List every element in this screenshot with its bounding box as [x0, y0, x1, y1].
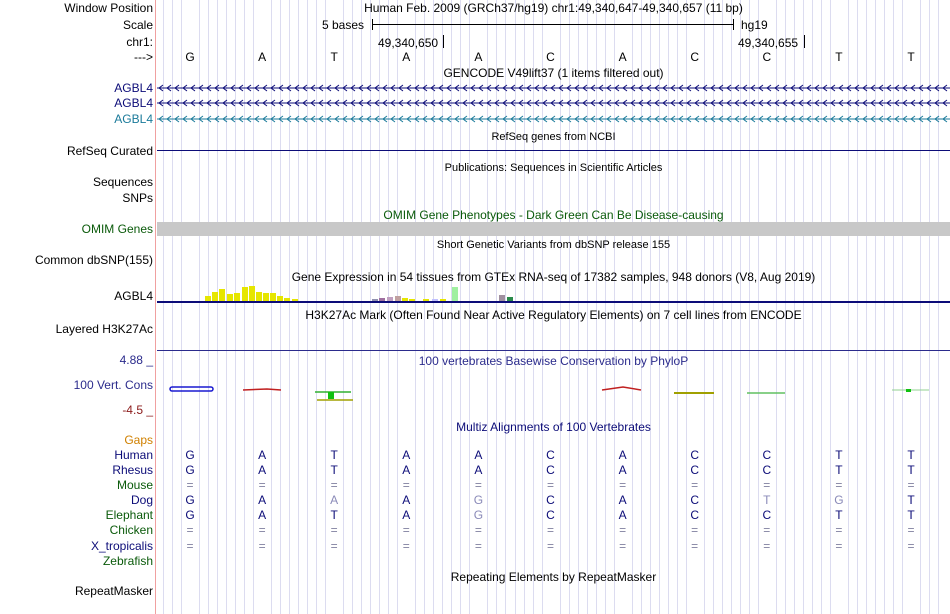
multiz-species-label[interactable]: Mouse [116, 478, 153, 492]
gencode-gene-2[interactable] [157, 98, 950, 108]
multiz-base: = [763, 523, 771, 537]
gtex-tissue-bar[interactable] [234, 293, 240, 301]
multiz-base: C [762, 463, 772, 477]
multiz-base: C [690, 448, 700, 462]
multiz-base: T [907, 463, 915, 477]
reference-base: A [474, 50, 483, 64]
multiz-base: A [474, 448, 483, 462]
multiz-base: = [763, 478, 771, 492]
repeatmasker-title[interactable]: Repeating Elements by RepeatMasker [450, 570, 657, 584]
gtex-tissue-bar[interactable] [242, 287, 248, 301]
multiz-species-label[interactable]: Zebrafish [102, 554, 153, 568]
multiz-base: G [473, 493, 484, 507]
multiz-base: T [907, 493, 915, 507]
multiz-base: C [690, 493, 700, 507]
reference-base: G [185, 50, 195, 64]
gtex-tissue-bar[interactable] [263, 293, 269, 301]
phylop-min-label: -4.5 _ [122, 403, 153, 417]
gtex-gene-line [157, 301, 950, 303]
scale-assembly: hg19 [741, 18, 768, 32]
multiz-base: A [330, 493, 339, 507]
multiz-base: = [691, 539, 699, 553]
multiz-base: A [258, 508, 267, 522]
multiz-base: C [546, 463, 555, 477]
multiz-base: A [618, 463, 627, 477]
gtex-tissue-bar[interactable] [249, 286, 255, 301]
h3k27ac-title[interactable]: H3K27Ac Mark (Often Found Near Active Regulatory Elements) on 7 cell lines from ENCODE [305, 308, 802, 322]
publications-snps-label[interactable]: SNPs [122, 191, 153, 205]
publications-sequences-label[interactable]: Sequences [92, 175, 153, 189]
gtex-tissue-bar[interactable] [256, 292, 262, 301]
multiz-base: T [330, 508, 338, 522]
dbsnp-title[interactable]: Short Genetic Variants from dbSNP release 155 [436, 239, 671, 251]
multiz-base: = [691, 478, 699, 492]
multiz-base: = [907, 523, 915, 537]
multiz-base: = [258, 539, 266, 553]
multiz-base: A [402, 448, 411, 462]
gtex-tissue-bar[interactable] [270, 293, 276, 301]
gtex-title[interactable]: Gene Expression in 54 tissues from GTEx RNA-seq of 17382 samples, 948 donors (V8, Aug 2019) [291, 270, 816, 284]
gtex-tissue-bar[interactable] [452, 287, 458, 301]
gtex-tissue-bar[interactable] [212, 292, 218, 301]
omim-phenotype-bar[interactable] [157, 222, 950, 236]
h3k27ac-label[interactable]: Layered H3K27Ac [55, 322, 153, 336]
multiz-base: A [258, 493, 267, 507]
multiz-base: = [546, 539, 554, 553]
multiz-base: = [474, 478, 482, 492]
coord-left-tick [443, 35, 444, 48]
multiz-base: A [258, 448, 267, 462]
gencode-gene-label-1[interactable]: AGBL4 [114, 81, 153, 95]
scale-label: Scale [122, 18, 153, 32]
multiz-gaps-label[interactable]: Gaps [124, 433, 153, 447]
coord-left: 49,340,650 [378, 36, 439, 50]
reference-base: C [546, 50, 555, 64]
reference-base: T [907, 50, 915, 64]
phylop-title[interactable]: 100 vertebrates Basewise Conservation by PhyloP [418, 354, 689, 368]
multiz-base: = [330, 523, 338, 537]
multiz-base: G [185, 463, 195, 477]
multiz-base: = [474, 523, 482, 537]
multiz-base: G [834, 493, 844, 507]
multiz-base: = [619, 523, 627, 537]
refseq-gene-line[interactable] [157, 150, 950, 151]
multiz-base: A [474, 463, 483, 477]
multiz-base: G [185, 493, 195, 507]
multiz-base: C [762, 448, 772, 462]
multiz-species-label[interactable]: Dog [130, 493, 153, 507]
multiz-base: = [186, 539, 194, 553]
multiz-base: = [907, 478, 915, 492]
gencode-gene-label-2[interactable]: AGBL4 [114, 96, 153, 110]
multiz-base: C [690, 463, 700, 477]
gtex-tissue-bar[interactable] [227, 294, 233, 301]
multiz-species-label[interactable]: Chicken [109, 523, 153, 537]
multiz-base: = [835, 523, 843, 537]
gencode-gene-3[interactable] [157, 114, 950, 124]
label-divider [155, 0, 156, 614]
multiz-base: = [402, 523, 410, 537]
multiz-base: T [330, 463, 338, 477]
multiz-base: C [546, 448, 555, 462]
multiz-base: = [258, 523, 266, 537]
multiz-species-label[interactable]: Human [114, 448, 153, 462]
multiz-base: T [330, 448, 338, 462]
multiz-base: A [258, 463, 267, 477]
multiz-base: = [402, 539, 410, 553]
multiz-base: G [185, 508, 195, 522]
refseq-label[interactable]: RefSeq Curated [66, 144, 153, 158]
gtex-expression-bars[interactable] [157, 284, 950, 301]
multiz-base: = [330, 478, 338, 492]
gtex-tissue-bar[interactable] [219, 289, 225, 301]
multiz-base: T [763, 493, 771, 507]
reference-base: A [258, 50, 267, 64]
multiz-species-label[interactable]: Elephant [105, 508, 153, 522]
multiz-base: = [186, 478, 194, 492]
scale-bar-left-tick [372, 19, 373, 30]
multiz-base: A [402, 463, 411, 477]
multiz-base: T [835, 463, 843, 477]
multiz-base: G [185, 448, 195, 462]
multiz-base: = [907, 539, 915, 553]
gencode-gene-1[interactable] [157, 83, 950, 93]
refseq-title[interactable]: RefSeq genes from NCBI [491, 131, 616, 143]
multiz-base: A [618, 448, 627, 462]
multiz-base: = [835, 539, 843, 553]
multiz-species-label[interactable]: Rhesus [112, 463, 153, 477]
phylop-max-label: 4.88 _ [119, 353, 153, 367]
chrom-label: chr1: [126, 35, 153, 49]
multiz-base: = [258, 478, 266, 492]
gencode-gene-label-3[interactable]: AGBL4 [114, 112, 153, 126]
reference-base: T [835, 50, 843, 64]
multiz-base: C [690, 508, 700, 522]
multiz-base: = [763, 539, 771, 553]
reference-base: T [330, 50, 338, 64]
scale-bar [372, 24, 733, 25]
multiz-base: T [907, 508, 915, 522]
reference-base: C [762, 50, 772, 64]
phylop-graph[interactable] [157, 380, 950, 410]
gencode-title[interactable]: GENCODE V49lift37 (1 items filtered out) [443, 66, 664, 80]
multiz-base: = [619, 539, 627, 553]
multiz-base: A [402, 493, 411, 507]
multiz-base: T [835, 448, 843, 462]
h3k27ac-baseline [157, 350, 950, 351]
phylop-label[interactable]: 100 Vert. Cons [73, 378, 153, 392]
multiz-base: A [618, 493, 627, 507]
publications-title[interactable]: Publications: Sequences in Scientific Articles [444, 162, 663, 174]
multiz-base: T [907, 448, 915, 462]
reference-base: C [690, 50, 700, 64]
omim-label[interactable]: OMIM Genes [81, 222, 153, 236]
multiz-base: T [835, 508, 843, 522]
repeatmasker-label[interactable]: RepeatMasker [74, 584, 153, 598]
reference-base: A [402, 50, 411, 64]
reference-base: A [618, 50, 627, 64]
multiz-base: = [402, 478, 410, 492]
window-position-text: Human Feb. 2009 (GRCh37/hg19) chr1:49,340,647-49,340,657 (11 bp) [364, 1, 743, 15]
multiz-base: = [546, 478, 554, 492]
scale-bar-right-tick [733, 19, 734, 30]
multiz-base: = [546, 523, 554, 537]
multiz-base: G [473, 508, 484, 522]
multiz-base: = [474, 539, 482, 553]
window-position-label: Window Position [64, 1, 153, 15]
multiz-base: A [618, 508, 627, 522]
multiz-base: = [691, 523, 699, 537]
dbsnp-label[interactable]: Common dbSNP(155) [34, 253, 153, 267]
multiz-title[interactable]: Multiz Alignments of 100 Vertebrates [456, 420, 651, 434]
multiz-species-label[interactable]: X_tropicalis [90, 539, 153, 553]
multiz-base: A [402, 508, 411, 522]
coord-right: 49,340,655 [738, 36, 799, 50]
multiz-base: = [330, 539, 338, 553]
gtex-gene-label[interactable]: AGBL4 [114, 289, 153, 303]
multiz-base: C [546, 493, 555, 507]
strand-arrow-label[interactable]: ---> [134, 50, 153, 64]
scale-text: 5 bases [322, 18, 365, 32]
multiz-base: = [619, 478, 627, 492]
omim-title[interactable]: OMIM Gene Phenotypes - Dark Green Can Be Disease-causing [383, 208, 724, 222]
multiz-base: C [762, 508, 772, 522]
coord-right-tick [804, 35, 805, 48]
multiz-base: = [186, 523, 194, 537]
multiz-base: C [546, 508, 555, 522]
multiz-base: = [835, 478, 843, 492]
